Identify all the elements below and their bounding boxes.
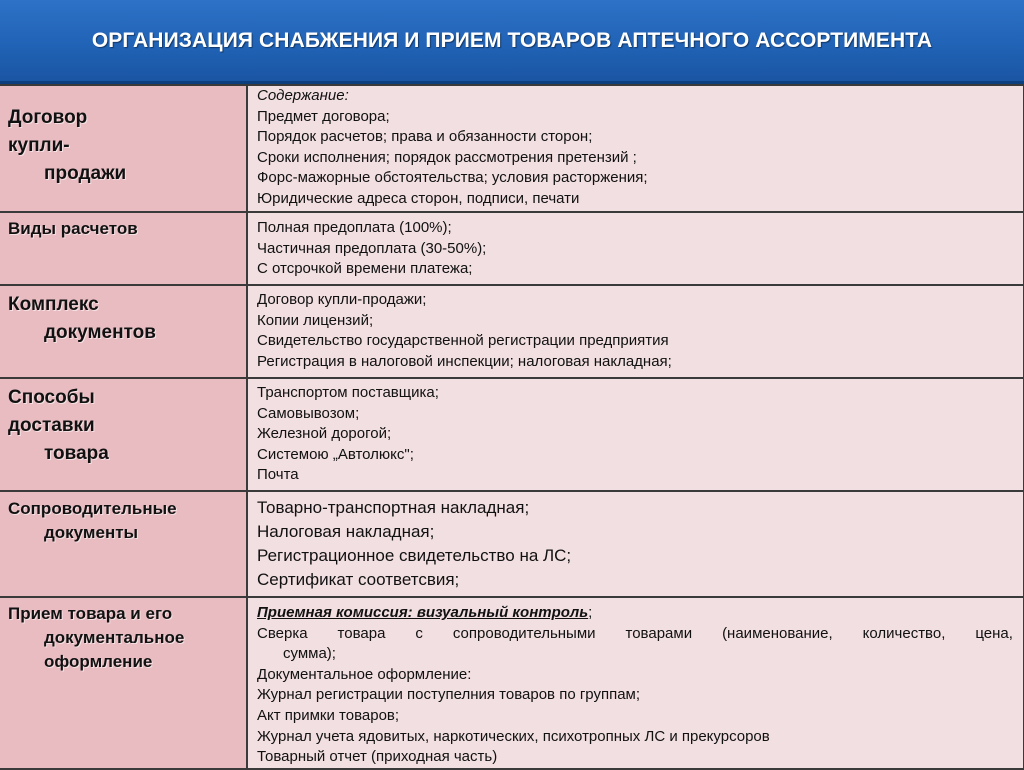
content-item: Полная предоплата (100%);: [257, 219, 452, 236]
content-item: Порядок расчетов; права и обязанности сторон;: [257, 128, 593, 146]
content-item: Налоговая накладная;: [257, 522, 435, 541]
content-item: Системою „Автолюкс";: [257, 445, 414, 463]
page-title: ОРГАНИЗАЦИЯ СНАБЖЕНИЯ И ПРИЕМ ТОВАРОВ АПТЕЧНОГО АССОРТИМЕНТА: [91, 29, 933, 52]
content-item: Документальное оформление:: [257, 665, 472, 683]
table-row: [0, 212, 1024, 285]
content-item: Журнал регистрации поступелния товаров по группам;: [257, 686, 641, 704]
check-word: количество,: [862, 624, 946, 642]
content-item: Частичная предоплата (30-50%);: [257, 239, 487, 257]
row-label: [0, 212, 247, 285]
content-heading: Приемная комиссия: визуальный контроль: [257, 604, 589, 621]
row-label-text: документальное: [44, 628, 185, 647]
content-item: Почта: [257, 466, 299, 484]
row-label: [0, 378, 247, 491]
row-content: [247, 378, 1024, 491]
check-word: сопроводительными: [452, 624, 596, 642]
content-item: Юридические адреса сторон, подписи, печати: [257, 189, 580, 207]
content-item: Копии лицензий;: [257, 311, 374, 329]
check-word: с: [415, 624, 423, 642]
content-item: Самовывозом;: [257, 404, 360, 422]
content-item: Акт примки товаров;: [257, 706, 400, 724]
content-item: Договор купли-продажи;: [257, 291, 427, 308]
content-item: Регистрация в налоговой инспекции; налоговая накладная;: [257, 352, 672, 370]
row-content: [247, 285, 1024, 378]
content-item: Товарно-транспортная накладная;: [257, 498, 530, 517]
table-row: [0, 85, 1024, 212]
check-word: Сверка: [257, 624, 308, 642]
row-label-text: доставки: [8, 415, 95, 436]
row-label-text: документы: [44, 523, 139, 542]
content-item: Транспортом поставщика;: [257, 384, 439, 401]
table-row: [0, 378, 1024, 491]
content-item: Сертификат соответсвия;: [257, 570, 460, 589]
row-label-text: Договор: [8, 107, 88, 128]
row-label-text: товара: [44, 443, 109, 464]
content-item: Железной дорогой;: [257, 425, 392, 443]
content-item: Предмет договора;: [257, 107, 390, 125]
row-content: [247, 597, 1024, 769]
supply-table: [0, 84, 1024, 770]
content-item: Свидетельство государственной регистрации предприятия: [257, 332, 669, 350]
row-label-text: документов: [44, 322, 156, 343]
check-word: товарами: [625, 624, 693, 642]
content-item: Регистрационное свидетельство на ЛС;: [257, 546, 572, 565]
check-word: товара: [337, 624, 386, 642]
row-content: [247, 85, 1024, 212]
row-label-text: Сопроводительные: [8, 499, 177, 518]
content-item: Товарный отчет (приходная часть): [257, 748, 498, 766]
row-label-text: оформление: [44, 652, 153, 671]
row-content: [247, 212, 1024, 285]
row-label-text: продажи: [44, 163, 127, 184]
row-label-text: Способы: [8, 387, 95, 408]
title-banner: [0, 0, 1024, 84]
row-label-text: купли-: [8, 135, 70, 156]
row-label-text: Комплекс: [8, 294, 99, 315]
check-word: цена,: [975, 624, 1013, 642]
content-item: Сроки исполнения; порядок рассмотрения претензий ;: [257, 148, 637, 166]
table-row: [0, 597, 1024, 769]
content-item: С отсрочкой времени платежа;: [257, 260, 473, 278]
row-label: [0, 597, 247, 769]
content-heading-suffix: ;: [588, 604, 593, 621]
row-label: [0, 491, 247, 597]
content-item: [257, 624, 1013, 645]
content-item: сумма);: [283, 645, 336, 663]
content-item: Журнал учета ядовитых, наркотических, психотропных ЛС и прекурсоров: [257, 727, 770, 745]
check-word: (наименование,: [722, 624, 833, 642]
content-item: Форс-мажорные обстоятельства; условия расторжения;: [257, 169, 648, 187]
row-content: [247, 491, 1024, 597]
row-label: [0, 85, 247, 212]
content-heading: Содержание:: [257, 87, 349, 104]
row-label-text: Прием товара и его: [8, 604, 173, 623]
row-label-text: Виды расчетов: [8, 219, 138, 238]
table-row: [0, 491, 1024, 597]
row-label: [0, 285, 247, 378]
table-row: [0, 285, 1024, 378]
